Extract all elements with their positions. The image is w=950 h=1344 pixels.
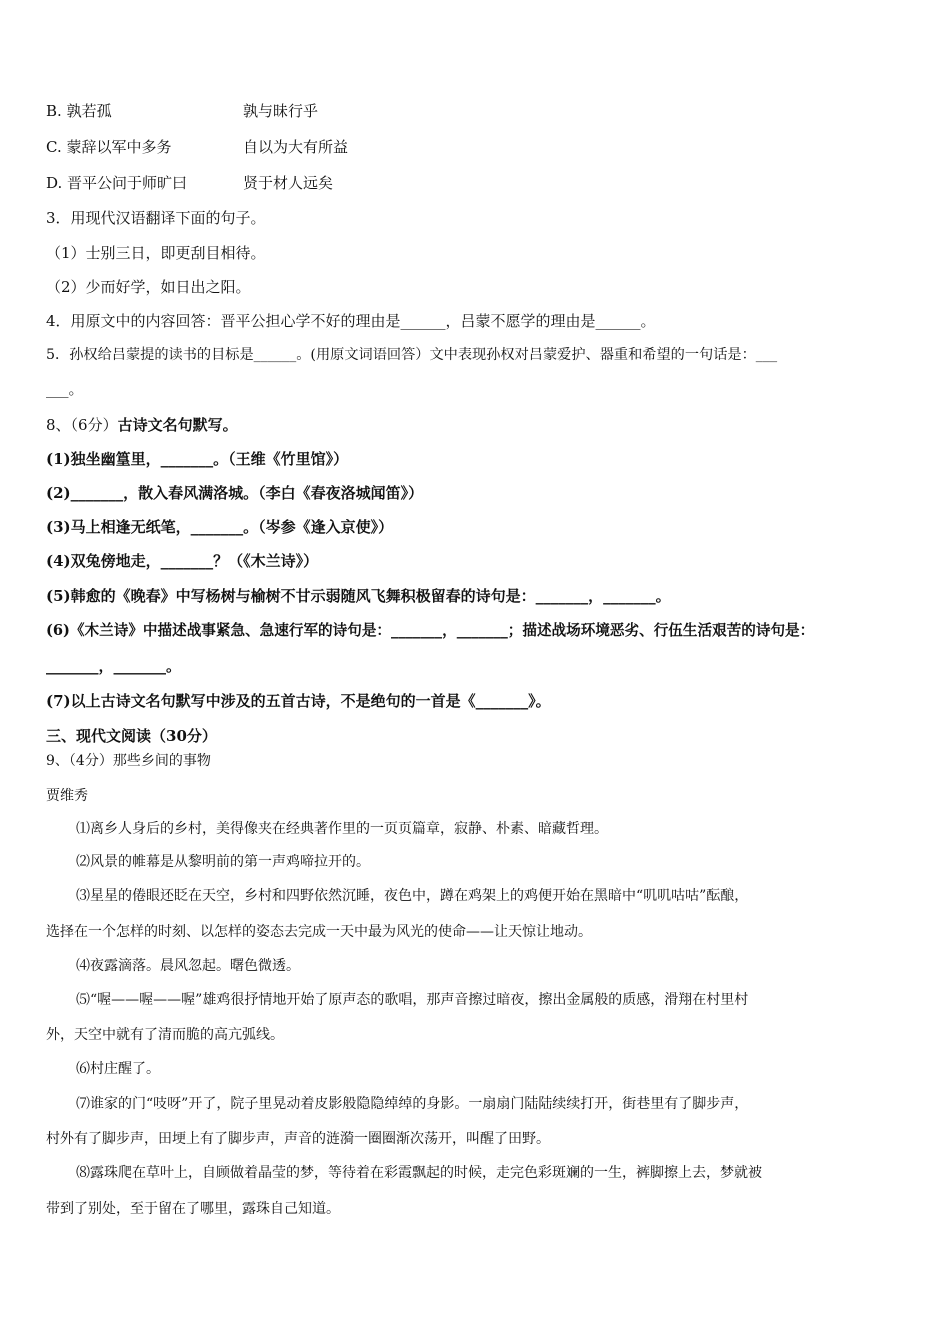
q8-item-4: (4)双兔傍地走，_______？（《木兰诗》） [46, 552, 319, 570]
q3-sentence-1: （1）士别三日，即更刮目相待。 [46, 244, 266, 262]
q8-item-7: (7)以上古诗文名句默写中涉及的五首古诗，不是绝句的一首是《_______》。 [46, 692, 551, 710]
q8-item-2: (2)_______，散入春风满洛城。（李白《春夜洛城闻笛》） [46, 484, 424, 502]
q8-item-6-line-1: (6)《木兰诗》中描述战事紧急、急速行军的诗句是：_______，_______；描述战场环境恶劣、行伍生活艰苦的诗句是： [46, 622, 815, 639]
q9-paragraph-3-line-1: ⑶星星的倦眼还眨在天空，乡村和四野依然沉睡，夜色中，蹲在鸡架上的鸡便开始在黑暗中“叽叽咕咕”酝酿， [76, 888, 749, 904]
q5-line-1: 5．孙权给吕蒙提的读书的目标是______。(用原文词语回答）文中表现孙权对吕蒙爱护、器重和希望的一句话是：___ [46, 347, 778, 363]
q8-header [46, 415, 238, 435]
q9-paragraph-8-line-1: ⑻露珠爬在草叶上，自顾做着晶莹的梦，等待着在彩霞飘起的时候，走完色彩斑斓的一生，裤脚擦上去，梦就被 [76, 1165, 762, 1181]
q9-header: 9、（4分）那些乡间的事物 [46, 753, 211, 769]
option-label: D. [46, 174, 63, 192]
q8-item-6-line-2: _______，_______。 [46, 657, 182, 675]
q9-paragraph-1: ⑴离乡人身后的乡村，美得像夹在经典著作里的一页页篇章，寂静、朴素、暗藏哲理。 [76, 821, 608, 837]
q4-text: 4．用原文中的内容回答：晋平公担心学不好的理由是______，吕蒙不愿学的理由是______。 [46, 312, 656, 330]
q8-title: 古诗文名句默写。 [117, 416, 238, 434]
q9-author: 贾维秀 [46, 788, 88, 804]
q9-paragraph-3-line-2: 选择在一个怎样的时刻、以怎样的姿态去完成一天中最为风光的使命——让天惊让地动。 [46, 924, 592, 940]
option-text-b: 自以为大有所益 [243, 138, 349, 156]
q9-paragraph-4: ⑷夜露滴落。晨风忽起。曙色微透。 [76, 958, 300, 974]
option-text-b: 孰与昧行乎 [243, 102, 319, 120]
q8-item-3: (3)马上相逢无纸笔，_______。（岑参《逢入京使》） [46, 518, 394, 536]
q9-paragraph-7-line-2: 村外有了脚步声，田埂上有了脚步声，声音的涟漪一圈圈渐次荡开，叫醒了田野。 [46, 1131, 550, 1147]
option-text-b: 贤于材人远矣 [243, 174, 334, 192]
q9-paragraph-6: ⑹村庄醒了。 [76, 1061, 160, 1077]
q9-paragraph-2: ⑵风景的帷幕是从黎明前的第一声鸡啼拉开的。 [76, 854, 370, 870]
q9-paragraph-8-line-2: 带到了别处，至于留在了哪里，露珠自己知道。 [46, 1201, 340, 1217]
option-text-a: 孰若孤 [66, 102, 112, 120]
option-text-a: 晋平公问于师旷曰 [67, 174, 188, 192]
q8-item-5: (5)韩愈的《晚春》中写杨树与榆树不甘示弱随风飞舞积极留春的诗句是：_______，_______。 [46, 587, 671, 605]
q9-paragraph-7-line-1: ⑺谁家的门“吱呀”开了，院子里晃动着皮影般隐隐绰绰的身影。一扇扇门陆陆续续打开，街巷里有了脚步声， [76, 1096, 749, 1112]
q8-item-1: (1)独坐幽篁里，_______。（王维《竹里馆》） [46, 450, 349, 468]
q5-line-2: ___。 [46, 380, 84, 398]
q9-paragraph-5-line-2: 外，天空中就有了清而脆的高亢弧线。 [46, 1027, 284, 1043]
q3-stem: 3．用现代汉语翻译下面的句子。 [46, 209, 266, 227]
section-3-heading: 三、现代文阅读（30分） [46, 727, 217, 745]
q9-paragraph-5-line-1: ⑸“喔——喔——喔”雄鸡很抒情地开始了原声态的歌唱，那声音擦过暗夜，擦出金属般的质感，滑翔在村里村 [76, 992, 749, 1008]
option-text-a: 蒙辞以军中多务 [66, 138, 172, 156]
option-label: B. [46, 102, 62, 120]
option-label: C. [46, 138, 62, 156]
q8-number: 8、（6分） [46, 416, 118, 434]
q3-sentence-2: （2）少而好学，如日出之阳。 [46, 278, 251, 296]
